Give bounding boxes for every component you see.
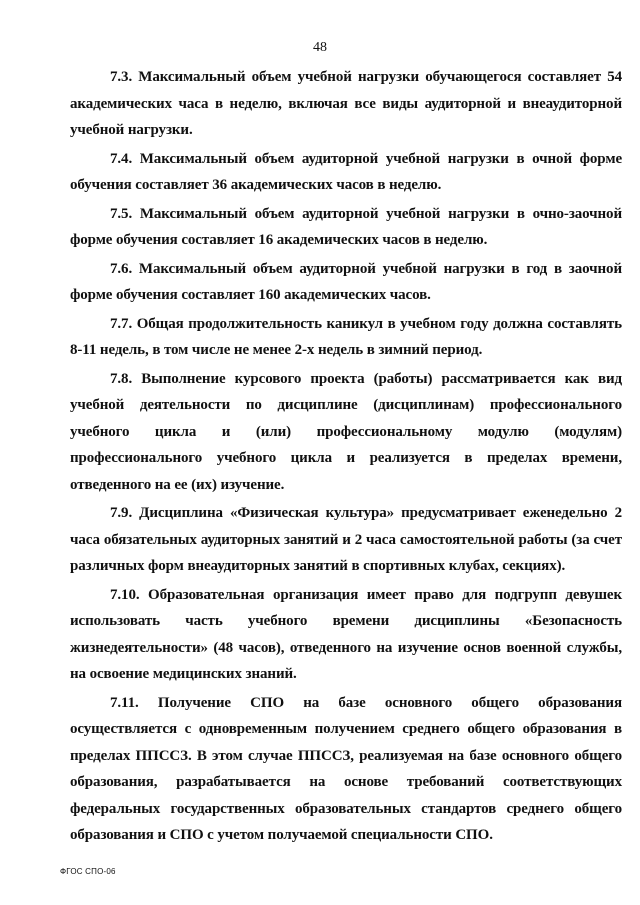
document-body (70, 64, 622, 851)
paragraph-7-3: 7.3. Максимальный объем учебной нагрузки обучающегося составляет 54 академических часа в неделю, включая все виды аудиторной и внеаудиторной учебной нагрузки. (70, 69, 622, 138)
paragraph-7-4: 7.4. Максимальный объем аудиторной учебной нагрузки в очной форме обучения составляет 36 академических часов в неделю. (70, 150, 622, 193)
paragraph-7-5: 7.5. Максимальный объем аудиторной учебной нагрузки в очно-заочной форме обучения составляет 16 академических часов в неделю. (70, 205, 622, 248)
paragraph-7-11: 7.11. Получение СПО на базе основного общего образования осуществляется с одновременным получением среднего общего образования в пределах ППССЗ. В этом случае ППССЗ, реализуемая на базе основного общего образования, разрабатывается на основе требований соответствующих федеральных государственных образовательных стандартов среднего общего образования и СПО с учетом получаемой специальности СПО. (70, 694, 622, 843)
footer-standard-code: ФГОС СПО-06 (60, 867, 116, 876)
paragraph-7-7: 7.7. Общая продолжительность каникул в учебном году должна составлять 8-11 недель, в том числе не менее 2-х недель в зимний период. (70, 315, 622, 358)
page-number: 48 (313, 40, 327, 55)
paragraph-7-8: 7.8. Выполнение курсового проекта (работы) рассматривается как вид учебной деятельности по дисциплине (дисциплинам) профессионального учебного цикла и (или) профессиональному модулю (модулям) профессионального учебного цикла и реализуется в пределах времени, отведенного на ее (их) изучение. (70, 370, 622, 493)
paragraph-7-6: 7.6. Максимальный объем аудиторной учебной нагрузки в год в заочной форме обучения составляет 160 академических часов. (70, 260, 622, 303)
paragraph-7-10: 7.10. Образовательная организация имеет право для подгрупп девушек использовать часть учебного времени дисциплины «Безопасность жизнедеятельности» (48 часов), отведенного на изучение основ военной службы, на освоение медицинских знаний. (70, 586, 622, 682)
paragraph-7-9: 7.9. Дисциплина «Физическая культура» предусматривает еженедельно 2 часа обязательных аудиторных занятий и 2 часа самостоятельной работы (за счет различных форм внеаудиторных занятий в спортивных клубах, секциях). (70, 505, 622, 574)
